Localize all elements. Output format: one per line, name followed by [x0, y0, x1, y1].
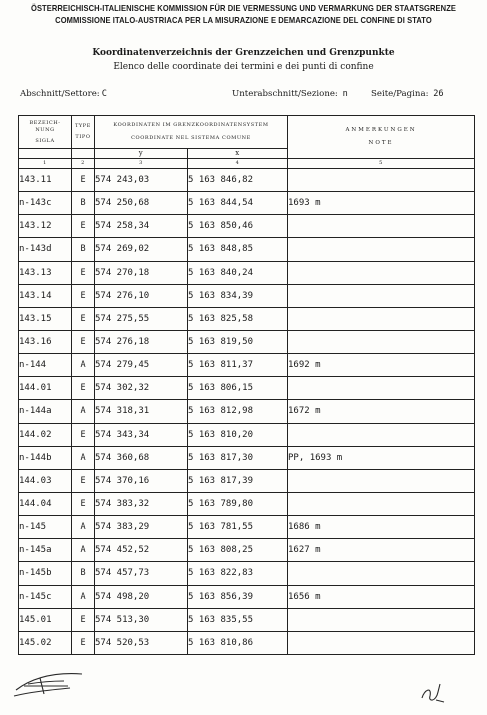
mark-type: E: [72, 608, 95, 631]
table-row: [19, 608, 475, 631]
coordinate-y: 574 520,53: [95, 631, 188, 654]
coordinate-x: 5 163 819,50: [188, 330, 288, 353]
note-cell: [288, 608, 475, 631]
coordinate-y: 574 276,10: [95, 284, 188, 307]
commission-name-italian: COMMISSIONE ITALO-AUSTRIACA PER LA MISURAZIONE E DEMARCAZIONE DEL CONFINE DI STATO: [55, 16, 432, 25]
table-row: [19, 238, 475, 261]
coordinate-x: 5 163 850,46: [188, 215, 288, 238]
subsection-value: n: [342, 89, 348, 99]
coordinate-y: 574 498,20: [95, 585, 188, 608]
coordinate-y: 574 270,18: [95, 261, 188, 284]
mark-type: E: [72, 330, 95, 353]
coordinate-x: 5 163 822,83: [188, 562, 288, 585]
boundary-mark-id: 145.02: [19, 631, 72, 654]
column-number-4: 4: [188, 159, 288, 169]
table-row: [19, 354, 475, 377]
column-number-2: 2: [72, 159, 95, 169]
coordinate-y: 574 457,73: [95, 562, 188, 585]
boundary-mark-id: 145.01: [19, 608, 72, 631]
boundary-mark-id: 143.15: [19, 307, 72, 330]
table-row: [19, 169, 475, 192]
coordinate-y: 574 383,29: [95, 516, 188, 539]
coordinate-y: 574 452,52: [95, 539, 188, 562]
note-cell: 1693 m: [288, 192, 475, 215]
coordinate-y: 574 269,02: [95, 238, 188, 261]
mark-type: A: [72, 516, 95, 539]
coordinate-y: 574 318,31: [95, 400, 188, 423]
note-cell: 1672 m: [288, 400, 475, 423]
page-label: Seite/Pagina:: [371, 89, 429, 99]
table-row: [19, 516, 475, 539]
mark-type: A: [72, 585, 95, 608]
coordinate-y: 574 513,30: [95, 608, 188, 631]
note-cell: 1692 m: [288, 354, 475, 377]
mark-type: E: [72, 307, 95, 330]
table-row: [19, 330, 475, 353]
coordinate-x: 5 163 789,80: [188, 492, 288, 515]
section-label: Abschnitt/Settore:: [20, 89, 100, 99]
signature-left: [10, 668, 110, 700]
note-cell: [288, 238, 475, 261]
coordinate-x: 5 163 835,55: [188, 608, 288, 631]
note-cell: [288, 169, 475, 192]
coordinate-y: 574 243,03: [95, 169, 188, 192]
column-number-3: 3: [95, 159, 188, 169]
coordinate-x: 5 163 848,85: [188, 238, 288, 261]
mark-type: E: [72, 261, 95, 284]
coordinate-x: 5 163 781,55: [188, 516, 288, 539]
mark-type: E: [72, 377, 95, 400]
column-header-type: TYPE TIPO: [72, 116, 95, 149]
boundary-mark-id: n-145b: [19, 562, 72, 585]
boundary-mark-id: n-143d: [19, 238, 72, 261]
mark-type: A: [72, 539, 95, 562]
boundary-mark-id: n-145c: [19, 585, 72, 608]
mark-type: B: [72, 562, 95, 585]
column-header-type-spacer: [72, 149, 95, 159]
commission-name-german: ÖSTERREICHISCH-ITALIENISCHE KOMMISSION FÜR DIE VERMESSUNG UND VERMARKUNG DER STAATSGRENZE: [30, 4, 457, 13]
coordinate-y: 574 275,55: [95, 307, 188, 330]
column-header-mark-spacer: [19, 149, 72, 159]
table-row: [19, 192, 475, 215]
table-row: [19, 469, 475, 492]
note-cell: 1656 m: [288, 585, 475, 608]
note-cell: PP, 1693 m: [288, 446, 475, 469]
coordinate-x: 5 163 817,39: [188, 469, 288, 492]
table-row: [19, 261, 475, 284]
table-row: [19, 562, 475, 585]
coordinate-x: 5 163 808,25: [188, 539, 288, 562]
signature-right: [418, 680, 446, 706]
boundary-mark-id: 143.16: [19, 330, 72, 353]
mark-type: A: [72, 446, 95, 469]
table-row: [19, 539, 475, 562]
note-cell: [288, 562, 475, 585]
table-row: [19, 307, 475, 330]
coordinate-x: 5 163 810,86: [188, 631, 288, 654]
table-row: [19, 492, 475, 515]
mark-type: E: [72, 169, 95, 192]
note-cell: [288, 423, 475, 446]
boundary-mark-id: 143.13: [19, 261, 72, 284]
boundary-mark-id: 143.12: [19, 215, 72, 238]
boundary-mark-id: n-143c: [19, 192, 72, 215]
coordinate-y: 574 250,68: [95, 192, 188, 215]
column-header-y: y: [95, 149, 188, 159]
note-cell: [288, 284, 475, 307]
column-header-coordinates: KOORDINATEN IM GRENZKOORDINATENSYSTEM COORDINATE NEL SISTEMA COMUNE: [95, 116, 288, 149]
coordinate-y: 574 258,34: [95, 215, 188, 238]
coordinates-table: [18, 115, 475, 655]
mark-type: B: [72, 192, 95, 215]
note-cell: 1686 m: [288, 516, 475, 539]
coordinate-y: 574 343,34: [95, 423, 188, 446]
mark-type: E: [72, 215, 95, 238]
boundary-mark-id: 143.14: [19, 284, 72, 307]
coordinate-x: 5 163 806,15: [188, 377, 288, 400]
coordinate-x: 5 163 811,37: [188, 354, 288, 377]
boundary-mark-id: 144.01: [19, 377, 72, 400]
coordinate-x: 5 163 856,39: [188, 585, 288, 608]
subsection-field: [232, 89, 348, 99]
table-row: [19, 400, 475, 423]
coordinate-x: 5 163 825,58: [188, 307, 288, 330]
column-number-1: 1: [19, 159, 72, 169]
note-cell: [288, 631, 475, 654]
mark-type: E: [72, 284, 95, 307]
coordinate-x: 5 163 844,54: [188, 192, 288, 215]
note-cell: [288, 492, 475, 515]
coordinate-y: 574 383,32: [95, 492, 188, 515]
page-number-field: [371, 89, 444, 99]
boundary-mark-id: 143.11: [19, 169, 72, 192]
table-row: [19, 585, 475, 608]
coordinate-y: 574 302,32: [95, 377, 188, 400]
coordinate-y: 574 279,45: [95, 354, 188, 377]
column-number-5: 5: [288, 159, 475, 169]
section-value: C: [101, 89, 107, 99]
coordinate-x: 5 163 810,20: [188, 423, 288, 446]
note-cell: [288, 261, 475, 284]
boundary-mark-id: 144.02: [19, 423, 72, 446]
mark-type: A: [72, 400, 95, 423]
coordinates-table-body: [19, 169, 475, 655]
table-row: [19, 446, 475, 469]
note-cell: [288, 330, 475, 353]
table-row: [19, 377, 475, 400]
document-title-italian: Elenco delle coordinate dei termini e dei punti di confine: [113, 62, 374, 72]
coordinate-x: 5 163 834,39: [188, 284, 288, 307]
document-title-german: Koordinatenverzeichnis der Grenzzeichen und Grenzpunkte: [92, 48, 395, 58]
subsection-label: Unterabschnitt/Sezione:: [232, 89, 338, 99]
mark-type: E: [72, 423, 95, 446]
table-row: [19, 284, 475, 307]
table-row: [19, 631, 475, 654]
boundary-mark-id: n-145: [19, 516, 72, 539]
mark-type: B: [72, 238, 95, 261]
page-value: 26: [433, 89, 444, 99]
note-cell: [288, 215, 475, 238]
boundary-mark-id: n-144a: [19, 400, 72, 423]
column-header-mark: BEZEICH-NUNG SIGLA: [19, 116, 72, 149]
coordinate-y: 574 360,68: [95, 446, 188, 469]
boundary-mark-id: n-145a: [19, 539, 72, 562]
table-row: [19, 423, 475, 446]
coordinate-y: 574 370,16: [95, 469, 188, 492]
note-cell: [288, 307, 475, 330]
column-header-x: x: [188, 149, 288, 159]
coordinate-y: 574 276,18: [95, 330, 188, 353]
boundary-mark-id: n-144b: [19, 446, 72, 469]
coordinate-x: 5 163 846,82: [188, 169, 288, 192]
boundary-mark-id: n-144: [19, 354, 72, 377]
section-field: [20, 89, 107, 99]
mark-type: E: [72, 492, 95, 515]
coordinate-x: 5 163 812,98: [188, 400, 288, 423]
coordinate-x: 5 163 817,30: [188, 446, 288, 469]
mark-type: E: [72, 631, 95, 654]
mark-type: A: [72, 354, 95, 377]
note-cell: [288, 377, 475, 400]
column-header-notes: ANMERKUNGEN NOTE: [288, 116, 475, 159]
boundary-mark-id: 144.03: [19, 469, 72, 492]
coordinate-x: 5 163 840,24: [188, 261, 288, 284]
mark-type: E: [72, 469, 95, 492]
table-row: [19, 215, 475, 238]
boundary-mark-id: 144.04: [19, 492, 72, 515]
note-cell: [288, 469, 475, 492]
note-cell: 1627 m: [288, 539, 475, 562]
